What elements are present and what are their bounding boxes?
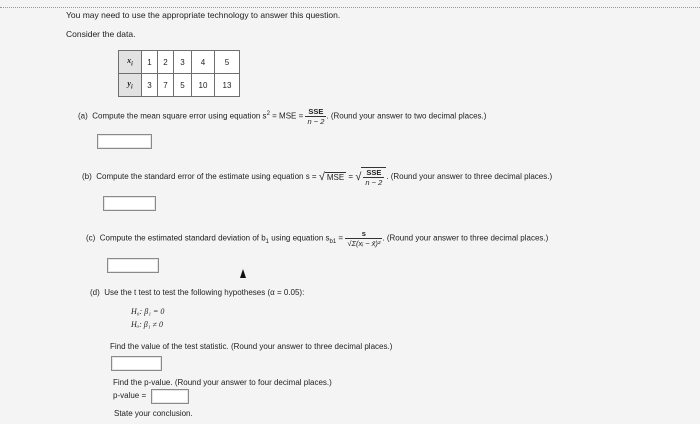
x-cell: 2 (158, 51, 174, 74)
x-cell: 4 (192, 51, 215, 74)
part-c-prompt: (c) Compute the estimated standard deviation of $b_1$ using equation $s_{b1}$ = $\frac{s}{\text{√Σ(xᵢ − x̄)²}}$ . (Round your answer to three decimal places.) (86, 229, 549, 248)
part-d-prompt: (d) Use the t test to test the following hypotheses (α = 0.05): (90, 288, 305, 297)
mse-answer-input[interactable] (97, 134, 152, 149)
y-header: $y_i$ (119, 74, 142, 97)
x-cell: 1 (142, 51, 158, 74)
sb1-answer-input[interactable] (107, 258, 159, 273)
part-c-label: (c) (86, 233, 96, 243)
part-a-prompt: (a) Compute the mean square error using equation $s^2$ = MSE = $\frac{\text{SSE}}{n - 2}$ . (Round your answer to two decimal places.) (78, 107, 487, 126)
p-value-label: p-value = (113, 391, 147, 400)
se-fraction: $\frac{\text{SSE}}{n - 2}$ (365, 168, 383, 187)
consider-text: Consider the data. (66, 29, 136, 39)
data-table (118, 50, 240, 97)
mouse-cursor-icon (240, 269, 246, 278)
part-b-label: (b) (82, 172, 92, 182)
x-header: $x_i$ (119, 51, 142, 74)
sqrt-icon: √ (355, 171, 362, 183)
table-row-y (119, 74, 240, 97)
intro-text: You may need to use the appropriate technology to answer this question. (66, 10, 341, 20)
se-answer-input[interactable] (103, 196, 156, 211)
x-cell: 3 (174, 51, 192, 74)
find-pvalue-text: Find the p-value. (Round your answer to four decimal places.) (113, 378, 332, 387)
y-cell: 3 (142, 74, 158, 97)
part-d-label: (d) (90, 288, 100, 297)
y-cell: 7 (158, 74, 174, 97)
alt-hypothesis: Hₐ: β₁ ≠ 0 (131, 320, 163, 329)
part-a-label: (a) (78, 111, 88, 121)
test-statistic-input[interactable] (111, 356, 162, 371)
mse-fraction: $\frac{\text{SSE}}{n - 2}$ (307, 107, 325, 126)
null-hypothesis: H₀: β₁ = 0 (131, 307, 165, 316)
sb1-fraction: $\frac{s}{\text{√Σ(xᵢ − x̄)²}}$ (347, 229, 381, 248)
y-cell: 5 (174, 74, 192, 97)
sqrt-icon: √ (318, 171, 325, 183)
top-divider (0, 7, 700, 8)
x-cell: 5 (215, 51, 240, 74)
p-value-input[interactable] (151, 389, 189, 404)
y-cell: 13 (215, 74, 240, 97)
y-cell: 10 (192, 74, 215, 97)
part-b-prompt: (b) Compute the standard error of the estimate using equation s = √ MSE = √ $\frac{\text{SSE}}{n - 2}$ . (Round your answer to three decimal places.) (82, 168, 553, 187)
conclusion-text: State your conclusion. (114, 409, 193, 418)
table-row-x (119, 51, 240, 74)
find-statistic-text: Find the value of the test statistic. (Round your answer to three decimal places.) (110, 342, 393, 351)
